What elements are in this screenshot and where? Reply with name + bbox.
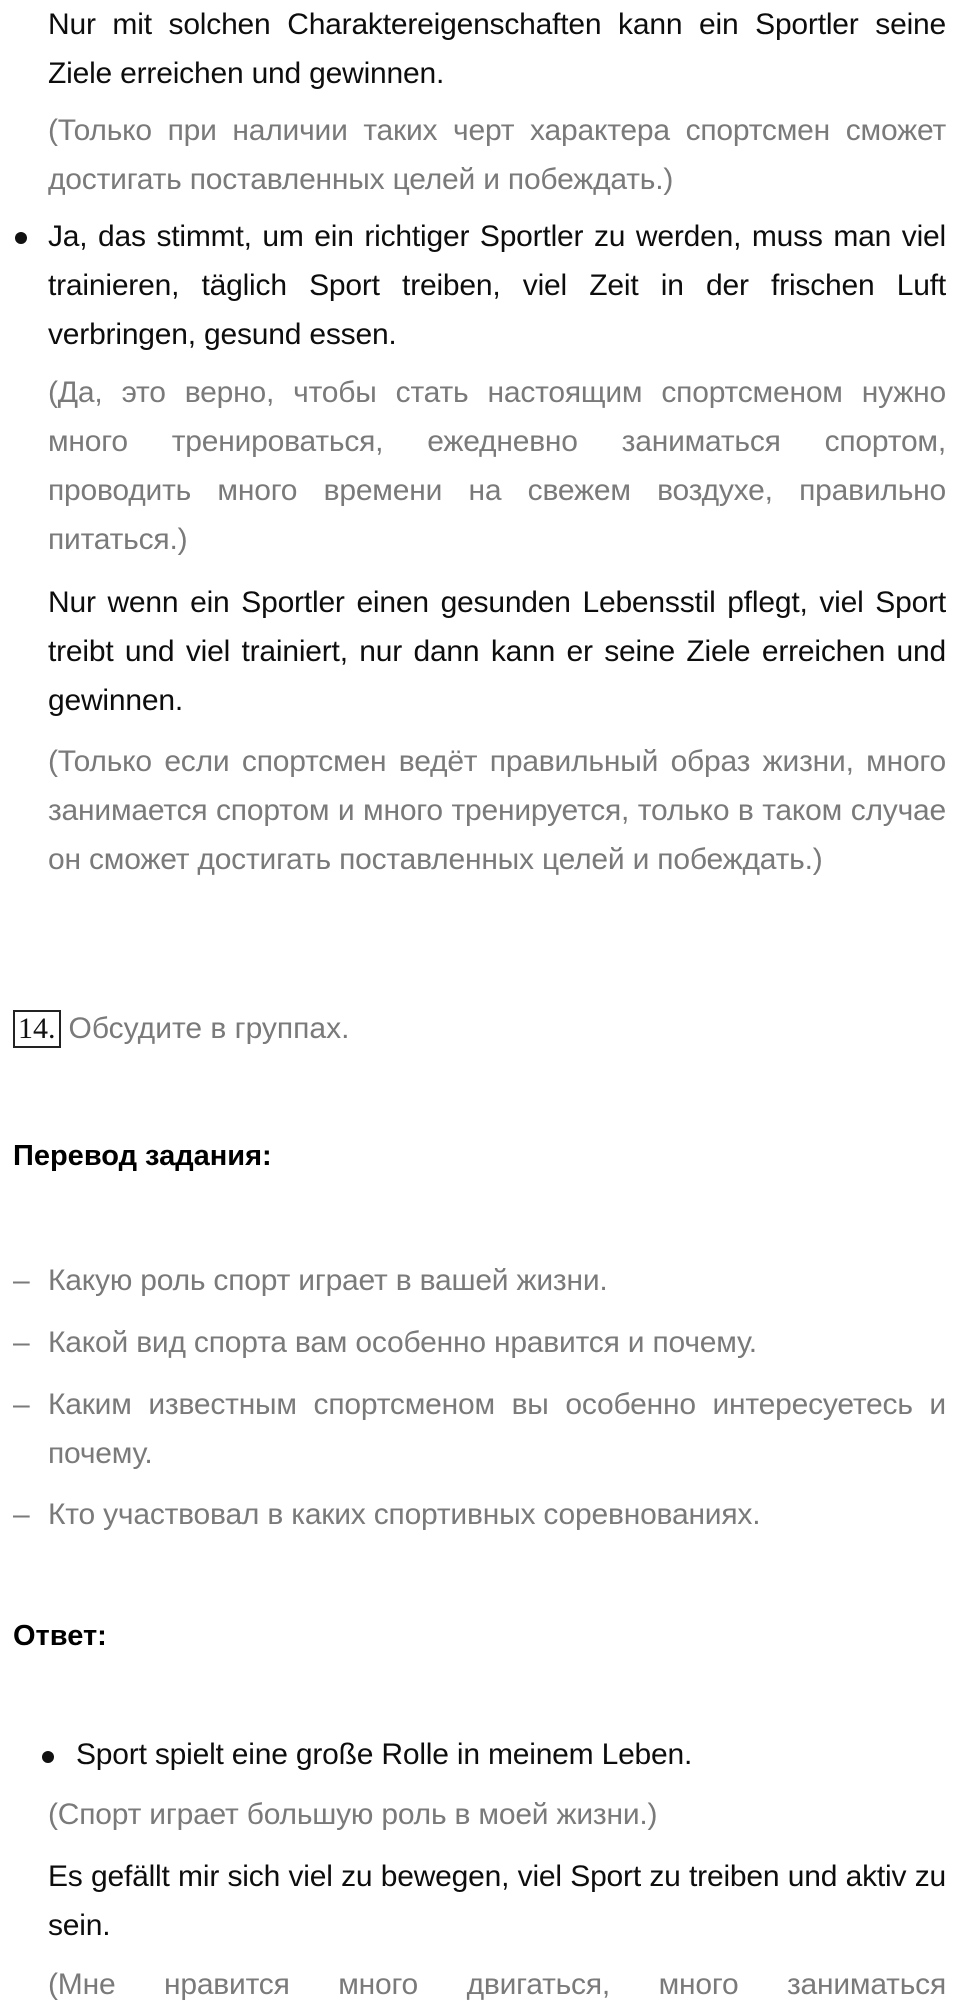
german-paragraph: Nur wenn ein Sportler einen gesunden Lebensstil pflegt, viel Sport treibt und viel trainiert, nur dann kann er seine Ziele erreichen und gewinnen. — [48, 586, 946, 717]
dash-marker: – — [13, 1326, 30, 1359]
dash-marker: – — [13, 1388, 30, 1421]
list-item: Какую роль спорт играет в вашей жизни. — [48, 1264, 608, 1297]
dash-marker: – — [13, 1264, 30, 1297]
list-item: Какой вид спорта вам особенно нравится и почему. — [48, 1326, 757, 1359]
bullet-dot-icon — [42, 1751, 54, 1763]
bullet-dot-icon — [15, 232, 27, 244]
russian-translation-partial: (Мне нравится много двигаться, много заниматься — [48, 1968, 946, 2001]
translation-heading: Перевод задания: — [13, 1140, 272, 1172]
task-instruction: Обсудите в группах. — [68, 1012, 350, 1045]
list-item: Кто участвовал в каких спортивных соревнованиях. — [48, 1498, 761, 1531]
german-paragraph: Nur mit solchen Charaktereigenschaften kann ein Sportler seine Ziele erreichen und gewinnen. — [48, 8, 946, 90]
list-item: Каким известным спортсменом вы особенно интересуетесь и почему. — [48, 1388, 946, 1470]
german-paragraph: Es gefällt mir sich viel zu bewegen, viel Sport zu treiben und aktiv zu sein. — [48, 1860, 946, 1942]
answer-heading: Ответ: — [13, 1620, 107, 1652]
dash-marker: – — [13, 1498, 30, 1531]
russian-translation: (Только при наличии таких черт характера спортсмен сможет достигать поставленных целей и побеждать.) — [48, 114, 946, 196]
task-number-box: 14. — [13, 1010, 61, 1048]
german-paragraph: Ja, das stimmt, um ein richtiger Sportler zu werden, muss man viel trainieren, täglich Sport treiben, viel Zeit in der frischen Luft verbringen, gesund essen. — [48, 220, 946, 351]
german-paragraph: Sport spielt eine große Rolle in meinem Leben. — [76, 1738, 693, 1771]
russian-translation: (Только если спортсмен ведёт правильный образ жизни, много занимается спортом и много тренируется, только в таком случае он сможет достигать поставленных целей и побеждать.) — [48, 745, 946, 876]
task-header — [13, 1007, 349, 1051]
russian-translation: (Да, это верно, чтобы стать настоящим спортсменом нужно много тренироваться, ежедневно заниматься спортом, проводить много времени на свежем воздухе, правильно питаться.) — [48, 376, 946, 556]
russian-translation: (Спорт играет большую роль в моей жизни.) — [48, 1798, 658, 1831]
